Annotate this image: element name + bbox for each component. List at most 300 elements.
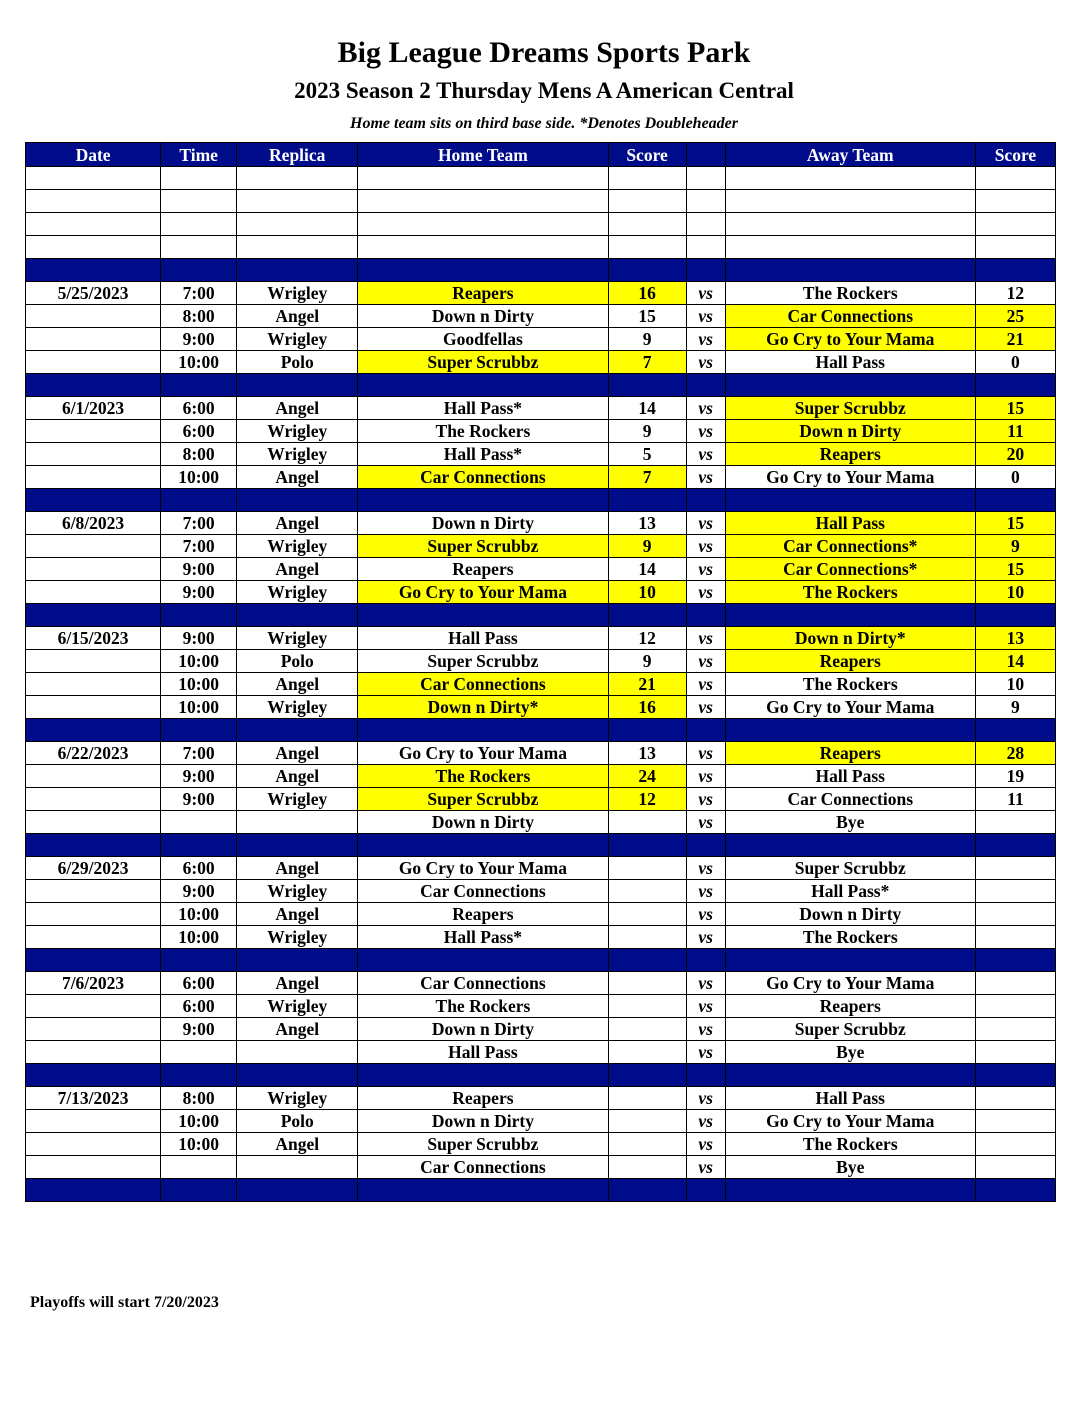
game-field: Wrigley xyxy=(237,535,358,558)
home-score: 12 xyxy=(608,788,686,811)
empty-cell xyxy=(161,213,237,236)
home-score: 10 xyxy=(608,581,686,604)
vs-label: vs xyxy=(686,926,725,949)
game-time: 10:00 xyxy=(161,696,237,719)
away-team: Super Scrubbz xyxy=(725,1018,975,1041)
empty-cell xyxy=(725,604,975,627)
empty-cell xyxy=(975,190,1055,213)
empty-cell xyxy=(975,719,1055,742)
empty-cell xyxy=(358,719,608,742)
game-date xyxy=(26,811,161,834)
empty-cell xyxy=(686,604,725,627)
home-score xyxy=(608,995,686,1018)
game-time: 10:00 xyxy=(161,926,237,949)
game-time: 6:00 xyxy=(161,995,237,1018)
empty-cell xyxy=(608,1179,686,1202)
away-score xyxy=(975,995,1055,1018)
home-team: Down n Dirty xyxy=(358,811,608,834)
empty-cell xyxy=(358,604,608,627)
empty-cell xyxy=(608,1064,686,1087)
empty-cell xyxy=(237,213,358,236)
game-date: 6/15/2023 xyxy=(26,627,161,650)
vs-label: vs xyxy=(686,1133,725,1156)
away-team: Car Connections* xyxy=(725,535,975,558)
game-field: Polo xyxy=(237,650,358,673)
empty-cell xyxy=(161,834,237,857)
footer-note: Playoffs will start 7/20/2023 xyxy=(30,1294,219,1311)
away-team: Go Cry to Your Mama xyxy=(725,1110,975,1133)
away-score xyxy=(975,972,1055,995)
game-date: 6/1/2023 xyxy=(26,397,161,420)
home-team: Down n Dirty xyxy=(358,1018,608,1041)
game-row xyxy=(26,443,1056,466)
away-score: 0 xyxy=(975,351,1055,374)
game-row xyxy=(26,788,1056,811)
game-row xyxy=(26,558,1056,581)
game-date xyxy=(26,1156,161,1179)
game-time: 7:00 xyxy=(161,512,237,535)
game-field: Angel xyxy=(237,742,358,765)
home-score xyxy=(608,926,686,949)
game-row xyxy=(26,926,1056,949)
home-score: 16 xyxy=(608,696,686,719)
home-score: 9 xyxy=(608,535,686,558)
home-team: Car Connections xyxy=(358,972,608,995)
game-time: 10:00 xyxy=(161,351,237,374)
empty-cell xyxy=(686,190,725,213)
game-field: Angel xyxy=(237,1018,358,1041)
game-field: Polo xyxy=(237,1110,358,1133)
empty-cell xyxy=(725,834,975,857)
away-score xyxy=(975,926,1055,949)
empty-cell xyxy=(161,949,237,972)
vs-label: vs xyxy=(686,397,725,420)
blank-row xyxy=(26,236,1056,259)
away-score: 14 xyxy=(975,650,1055,673)
home-team: Car Connections xyxy=(358,1156,608,1179)
game-row xyxy=(26,1041,1056,1064)
empty-cell xyxy=(975,1179,1055,1202)
empty-cell xyxy=(975,489,1055,512)
game-date xyxy=(26,1110,161,1133)
page-subtitle: 2023 Season 2 Thursday Mens A American Central xyxy=(294,78,794,103)
game-field: Wrigley xyxy=(237,995,358,1018)
empty-cell xyxy=(975,259,1055,282)
game-field: Angel xyxy=(237,903,358,926)
away-score xyxy=(975,1041,1055,1064)
game-date: 5/25/2023 xyxy=(26,282,161,305)
empty-cell xyxy=(608,190,686,213)
empty-cell xyxy=(975,374,1055,397)
game-date xyxy=(26,1041,161,1064)
home-score: 24 xyxy=(608,765,686,788)
empty-cell xyxy=(725,1064,975,1087)
empty-cell xyxy=(26,834,161,857)
home-team: Goodfellas xyxy=(358,328,608,351)
game-date xyxy=(26,466,161,489)
empty-cell xyxy=(725,236,975,259)
vs-label: vs xyxy=(686,558,725,581)
game-field: Wrigley xyxy=(237,328,358,351)
away-score: 15 xyxy=(975,397,1055,420)
home-score xyxy=(608,1018,686,1041)
game-date xyxy=(26,443,161,466)
home-score: 9 xyxy=(608,650,686,673)
game-field: Angel xyxy=(237,558,358,581)
empty-cell xyxy=(608,489,686,512)
separator-row xyxy=(26,604,1056,627)
empty-cell xyxy=(975,213,1055,236)
game-date xyxy=(26,995,161,1018)
game-row xyxy=(26,627,1056,650)
game-time: 9:00 xyxy=(161,765,237,788)
empty-cell xyxy=(975,1064,1055,1087)
game-date: 6/22/2023 xyxy=(26,742,161,765)
game-field: Polo xyxy=(237,351,358,374)
vs-label: vs xyxy=(686,650,725,673)
vs-label: vs xyxy=(686,1110,725,1133)
away-team: Hall Pass xyxy=(725,351,975,374)
game-date: 7/6/2023 xyxy=(26,972,161,995)
empty-cell xyxy=(686,949,725,972)
empty-cell xyxy=(358,1179,608,1202)
home-score xyxy=(608,880,686,903)
empty-cell xyxy=(608,213,686,236)
empty-cell xyxy=(686,236,725,259)
vs-label: vs xyxy=(686,880,725,903)
vs-label: vs xyxy=(686,581,725,604)
game-field: Wrigley xyxy=(237,581,358,604)
away-score: 15 xyxy=(975,558,1055,581)
empty-cell xyxy=(725,190,975,213)
empty-cell xyxy=(237,719,358,742)
game-row xyxy=(26,305,1056,328)
vs-label: vs xyxy=(686,328,725,351)
schedule-table xyxy=(25,142,1056,1202)
game-time: 9:00 xyxy=(161,1018,237,1041)
home-team: Go Cry to Your Mama xyxy=(358,742,608,765)
empty-cell xyxy=(686,167,725,190)
game-date xyxy=(26,903,161,926)
home-score: 21 xyxy=(608,673,686,696)
page-note: Home team sits on third base side. *Denotes Doubleheader xyxy=(350,115,738,132)
vs-label: vs xyxy=(686,512,725,535)
game-field: Wrigley xyxy=(237,788,358,811)
away-team: Hall Pass xyxy=(725,1087,975,1110)
home-team: Hall Pass* xyxy=(358,926,608,949)
blank-row xyxy=(26,213,1056,236)
game-time: 7:00 xyxy=(161,742,237,765)
game-row xyxy=(26,1018,1056,1041)
game-row xyxy=(26,420,1056,443)
separator-row xyxy=(26,1064,1056,1087)
game-field: Angel xyxy=(237,972,358,995)
empty-cell xyxy=(358,213,608,236)
home-team: Car Connections xyxy=(358,673,608,696)
away-score xyxy=(975,1110,1055,1133)
game-date: 6/29/2023 xyxy=(26,857,161,880)
empty-cell xyxy=(161,489,237,512)
vs-label: vs xyxy=(686,282,725,305)
away-team: Hall Pass xyxy=(725,765,975,788)
game-time: 9:00 xyxy=(161,581,237,604)
game-field xyxy=(237,811,358,834)
game-time: 6:00 xyxy=(161,397,237,420)
away-score xyxy=(975,857,1055,880)
empty-cell xyxy=(358,259,608,282)
empty-cell xyxy=(26,167,161,190)
away-score: 25 xyxy=(975,305,1055,328)
home-team: Super Scrubbz xyxy=(358,351,608,374)
away-team: Go Cry to Your Mama xyxy=(725,466,975,489)
home-team: Hall Pass* xyxy=(358,397,608,420)
game-time: 10:00 xyxy=(161,650,237,673)
home-team: Down n Dirty* xyxy=(358,696,608,719)
home-score: 14 xyxy=(608,558,686,581)
empty-cell xyxy=(161,259,237,282)
empty-cell xyxy=(161,190,237,213)
empty-cell xyxy=(358,167,608,190)
away-team: Reapers xyxy=(725,995,975,1018)
game-field: Wrigley xyxy=(237,880,358,903)
game-date xyxy=(26,926,161,949)
game-date xyxy=(26,788,161,811)
empty-cell xyxy=(686,213,725,236)
vs-label: vs xyxy=(686,466,725,489)
empty-cell xyxy=(237,604,358,627)
game-date xyxy=(26,581,161,604)
empty-cell xyxy=(237,489,358,512)
blank-row xyxy=(26,167,1056,190)
empty-cell xyxy=(237,259,358,282)
away-score: 0 xyxy=(975,466,1055,489)
header-row xyxy=(26,143,1056,167)
away-team: Car Connections* xyxy=(725,558,975,581)
home-team: The Rockers xyxy=(358,420,608,443)
home-team: Down n Dirty xyxy=(358,305,608,328)
vs-label: vs xyxy=(686,811,725,834)
game-field: Angel xyxy=(237,397,358,420)
away-score: 10 xyxy=(975,673,1055,696)
game-time: 8:00 xyxy=(161,443,237,466)
away-team: Down n Dirty xyxy=(725,903,975,926)
away-team: Go Cry to Your Mama xyxy=(725,972,975,995)
col-header-time: Time xyxy=(161,143,237,167)
away-score: 11 xyxy=(975,420,1055,443)
empty-cell xyxy=(725,259,975,282)
home-score: 15 xyxy=(608,305,686,328)
home-team: Hall Pass xyxy=(358,627,608,650)
empty-cell xyxy=(237,1064,358,1087)
vs-label: vs xyxy=(686,1041,725,1064)
empty-cell xyxy=(358,190,608,213)
empty-cell xyxy=(608,259,686,282)
game-date xyxy=(26,558,161,581)
vs-label: vs xyxy=(686,742,725,765)
game-row xyxy=(26,328,1056,351)
game-field: Wrigley xyxy=(237,627,358,650)
home-score xyxy=(608,1133,686,1156)
game-field: Wrigley xyxy=(237,443,358,466)
home-team: Go Cry to Your Mama xyxy=(358,581,608,604)
game-time: 9:00 xyxy=(161,627,237,650)
empty-cell xyxy=(26,489,161,512)
game-date xyxy=(26,328,161,351)
empty-cell xyxy=(358,236,608,259)
game-time: 10:00 xyxy=(161,1110,237,1133)
col-header-replica: Replica xyxy=(237,143,358,167)
game-time: 10:00 xyxy=(161,466,237,489)
game-time xyxy=(161,1156,237,1179)
home-score xyxy=(608,1110,686,1133)
away-score: 19 xyxy=(975,765,1055,788)
game-time: 9:00 xyxy=(161,328,237,351)
game-time: 10:00 xyxy=(161,673,237,696)
home-score: 9 xyxy=(608,420,686,443)
separator-row xyxy=(26,259,1056,282)
empty-cell xyxy=(237,1179,358,1202)
game-row xyxy=(26,696,1056,719)
vs-label: vs xyxy=(686,1156,725,1179)
empty-cell xyxy=(161,1064,237,1087)
away-team: Super Scrubbz xyxy=(725,397,975,420)
empty-cell xyxy=(358,1064,608,1087)
schedule-body xyxy=(26,167,1056,1202)
game-row xyxy=(26,535,1056,558)
away-team: The Rockers xyxy=(725,1133,975,1156)
home-team: Super Scrubbz xyxy=(358,788,608,811)
home-score xyxy=(608,1156,686,1179)
separator-row xyxy=(26,374,1056,397)
empty-cell xyxy=(725,374,975,397)
empty-cell xyxy=(686,1179,725,1202)
away-score xyxy=(975,811,1055,834)
empty-cell xyxy=(237,374,358,397)
away-score: 13 xyxy=(975,627,1055,650)
game-date xyxy=(26,765,161,788)
empty-cell xyxy=(237,167,358,190)
away-team: The Rockers xyxy=(725,282,975,305)
empty-cell xyxy=(608,834,686,857)
col-header-date: Date xyxy=(26,143,161,167)
empty-cell xyxy=(161,719,237,742)
vs-label: vs xyxy=(686,788,725,811)
empty-cell xyxy=(161,236,237,259)
game-date xyxy=(26,650,161,673)
game-time: 9:00 xyxy=(161,558,237,581)
game-date xyxy=(26,1133,161,1156)
vs-label: vs xyxy=(686,673,725,696)
game-row xyxy=(26,811,1056,834)
away-score: 9 xyxy=(975,535,1055,558)
vs-label: vs xyxy=(686,903,725,926)
empty-cell xyxy=(161,1179,237,1202)
home-team: Reapers xyxy=(358,903,608,926)
game-time: 9:00 xyxy=(161,788,237,811)
game-row xyxy=(26,1087,1056,1110)
game-date xyxy=(26,305,161,328)
away-score xyxy=(975,880,1055,903)
vs-label: vs xyxy=(686,443,725,466)
separator-row xyxy=(26,719,1056,742)
away-score: 21 xyxy=(975,328,1055,351)
game-time: 6:00 xyxy=(161,972,237,995)
empty-cell xyxy=(358,489,608,512)
game-time: 6:00 xyxy=(161,420,237,443)
empty-cell xyxy=(358,834,608,857)
home-team: Super Scrubbz xyxy=(358,1133,608,1156)
empty-cell xyxy=(161,604,237,627)
game-field: Angel xyxy=(237,512,358,535)
game-field xyxy=(237,1041,358,1064)
home-team: Hall Pass* xyxy=(358,443,608,466)
empty-cell xyxy=(686,489,725,512)
col-header-home-score: Score xyxy=(608,143,686,167)
game-date xyxy=(26,1018,161,1041)
empty-cell xyxy=(725,213,975,236)
empty-cell xyxy=(975,167,1055,190)
away-score: 28 xyxy=(975,742,1055,765)
vs-label: vs xyxy=(686,535,725,558)
empty-cell xyxy=(975,604,1055,627)
home-score xyxy=(608,1041,686,1064)
page-title: Big League Dreams Sports Park xyxy=(337,36,751,69)
empty-cell xyxy=(237,190,358,213)
vs-label: vs xyxy=(686,972,725,995)
separator-row xyxy=(26,834,1056,857)
col-header-away-team: Away Team xyxy=(725,143,975,167)
empty-cell xyxy=(26,236,161,259)
game-row xyxy=(26,903,1056,926)
game-row xyxy=(26,581,1056,604)
game-date: 6/8/2023 xyxy=(26,512,161,535)
game-row xyxy=(26,995,1056,1018)
empty-cell xyxy=(975,236,1055,259)
game-row xyxy=(26,466,1056,489)
away-team: Hall Pass* xyxy=(725,880,975,903)
game-field xyxy=(237,1156,358,1179)
separator-row xyxy=(26,489,1056,512)
empty-cell xyxy=(608,604,686,627)
away-team: The Rockers xyxy=(725,581,975,604)
empty-cell xyxy=(686,834,725,857)
empty-cell xyxy=(26,719,161,742)
away-team: Hall Pass xyxy=(725,512,975,535)
away-team: Bye xyxy=(725,1041,975,1064)
game-date xyxy=(26,880,161,903)
away-score: 11 xyxy=(975,788,1055,811)
game-time: 9:00 xyxy=(161,880,237,903)
game-row xyxy=(26,742,1056,765)
home-team: Reapers xyxy=(358,282,608,305)
game-row xyxy=(26,673,1056,696)
empty-cell xyxy=(725,489,975,512)
home-team: The Rockers xyxy=(358,765,608,788)
away-team: The Rockers xyxy=(725,673,975,696)
away-score xyxy=(975,1156,1055,1179)
empty-cell xyxy=(608,236,686,259)
away-team: Car Connections xyxy=(725,788,975,811)
away-team: Go Cry to Your Mama xyxy=(725,696,975,719)
empty-cell xyxy=(725,949,975,972)
empty-cell xyxy=(608,374,686,397)
game-row xyxy=(26,397,1056,420)
game-time xyxy=(161,1041,237,1064)
separator-row xyxy=(26,949,1056,972)
empty-cell xyxy=(725,719,975,742)
game-row xyxy=(26,282,1056,305)
game-row xyxy=(26,1133,1056,1156)
